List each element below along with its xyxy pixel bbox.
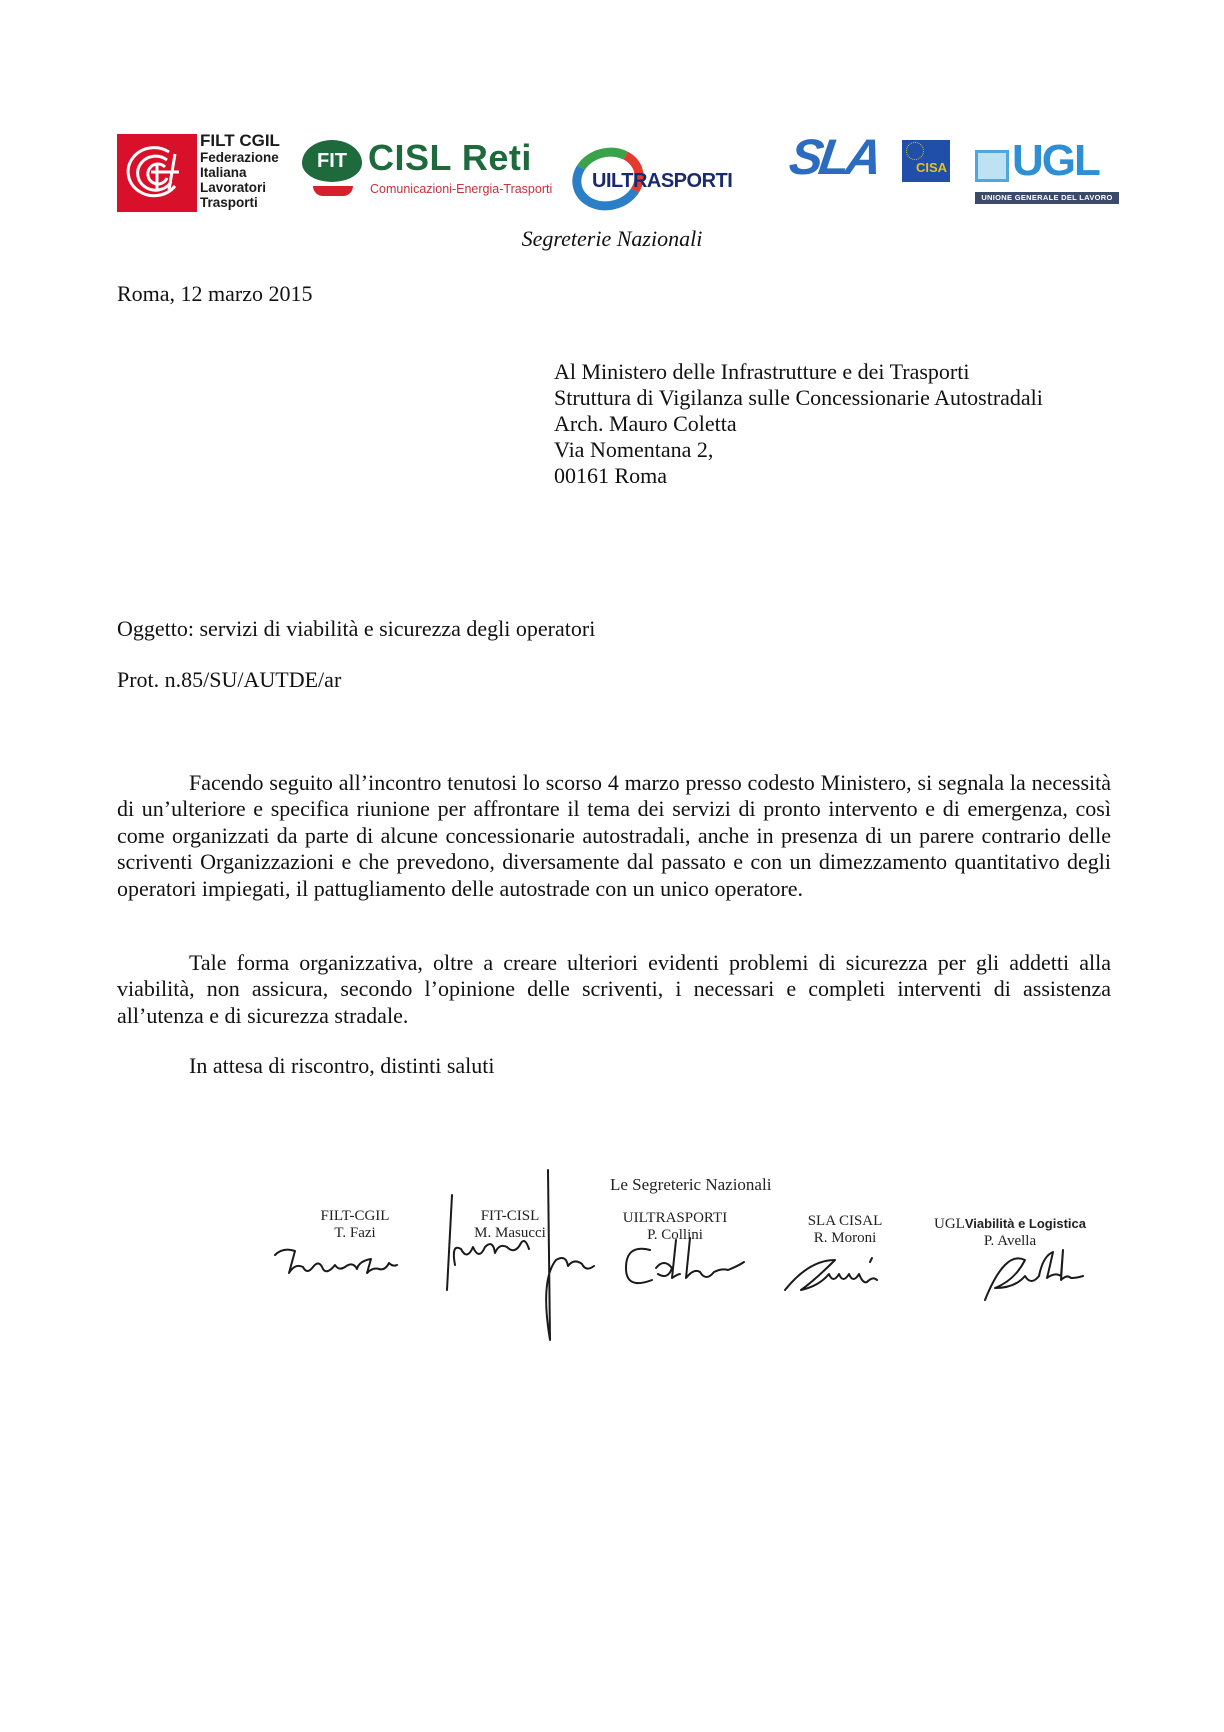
signature-collini: [626, 1238, 744, 1283]
signatory-name: M. Masucci: [474, 1225, 546, 1241]
uiltrasporti-logo-name: UILTRASPORTI: [592, 170, 733, 192]
signatory-org: UILTRASPORTI: [622, 1210, 728, 1226]
signatory-name: P. Avella: [983, 1233, 1037, 1249]
fit-cisl-tagline: Comunicazioni-Energia-Trasporti: [370, 182, 553, 196]
cisa-badge: CISA: [902, 140, 950, 182]
signatory-org-prefix: UGL: [934, 1216, 965, 1232]
signatory-name: P. Collini: [647, 1227, 703, 1243]
sla-logo-name: SLA: [786, 129, 882, 185]
signature-fazi: [275, 1250, 397, 1273]
fit-cisl-badge: FIT: [302, 140, 362, 182]
signature-avella: [985, 1250, 1083, 1300]
signature-moroni: [785, 1258, 877, 1290]
signatory-name: T. Fazi: [334, 1225, 376, 1241]
recipient-line: Via Nomentana 2,: [554, 437, 714, 462]
fit-cisl-logo-name: CISL Reti: [368, 137, 532, 178]
ugl-logo-name: UGL: [1012, 136, 1099, 185]
protocol-number: Prot. n.85/SU/AUTDE/ar: [117, 667, 342, 692]
signatory-org: FILT-CGIL: [320, 1208, 390, 1224]
recipient-line: Struttura di Vigilanza sulle Concessionarie Autostradali: [554, 385, 1043, 410]
filt-cgil-name: FILT CGIL: [200, 131, 280, 150]
filt-cgil-line: Italiana: [200, 165, 247, 180]
signatory-org: FIT-CISL: [480, 1208, 540, 1224]
filt-cgil-line: Federazione: [200, 150, 279, 165]
recipient-line: Al Ministero delle Infrastrutture e dei Trasporti: [554, 359, 970, 384]
signatory-org: SLA CISAL: [807, 1213, 883, 1229]
signature-masucci: [447, 1170, 594, 1340]
recipient-line: 00161 Roma: [554, 463, 668, 488]
place-date: Roma, 12 marzo 2015: [117, 281, 313, 306]
subject-line: Oggetto: servizi di viabilità e sicurezza degli operatori: [117, 616, 596, 641]
signatures-heading: Le Segreteric Nazionali: [610, 1175, 772, 1194]
ugl-tagline: UNIONE GENERALE DEL LAVORO: [975, 192, 1119, 204]
filt-cgil-line: Trasporti: [200, 195, 258, 210]
paragraph-text: In attesa di riscontro, distinti saluti: [189, 1053, 495, 1078]
recipient-line: Arch. Mauro Coletta: [554, 411, 737, 436]
paragraph-text: Tale forma organizzativa, oltre a creare ulteriori evidenti problemi di sicurezza per gli addetti alla viabilità, non assicura, secondo l’opinione delle scriventi, i necessari e completi interventi di assistenza all’utenza e di sicurezza stradale.: [117, 950, 1111, 1028]
signatory-org-suffix: Viabilità e Logistica: [964, 1216, 1086, 1231]
paragraph-text: Facendo seguito all’incontro tenutosi lo scorso 4 marzo presso codesto Ministero, si segnala la necessità di un’ulteriore e specifica riunione per affrontare il tema dei servizi di pronto intervento e di emergenza, così come organizzati da parte di alcune concessionarie autostradali, anche in presenza di un parere contrario delle scriventi Organizzazioni e che prevedono, diversamente dal passato e con un dimezzamento quantitativo degli operatori impiegati, il pattugliamento delle autostrade con un unico operatore.: [117, 770, 1111, 901]
filt-cgil-line: Lavoratori: [200, 180, 267, 195]
signatory-name: R. Moroni: [813, 1230, 877, 1246]
header-subtitle: Segreterie Nazionali: [521, 226, 703, 251]
